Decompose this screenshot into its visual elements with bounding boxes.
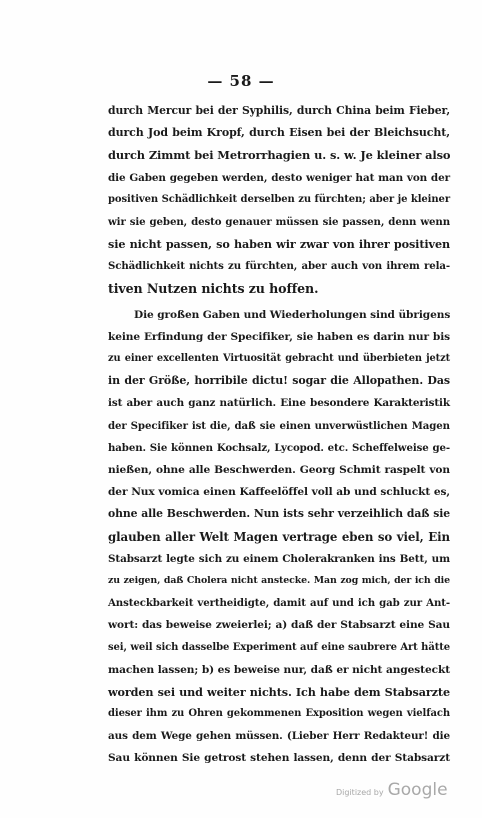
paragraph <box>108 304 450 770</box>
text-line: dieser ihm zu Ohren gekommenen Exposition wegen vielfach <box>108 708 450 720</box>
text-line: aus dem Wege gehen müssen. (Lieber Herr Redakteur! die <box>108 730 450 743</box>
text-line: Ansteckbarkeit vertheidigte, damit auf und ich gab zur Ant- <box>108 597 450 610</box>
text-line: ist aber auch ganz natürlich. Eine besondere Karakteristik <box>108 397 450 410</box>
text-line: glauben aller Welt Magen vertrage eben so viel, Ein <box>108 529 450 544</box>
google-logo: Google <box>387 780 448 800</box>
text-line: tiven Nutzen nichts zu hoffen. <box>108 280 319 296</box>
digitized-watermark <box>336 780 448 800</box>
text-line: worden sei und weiter nichts. Ich habe dem Stabsarzte <box>108 684 450 699</box>
text-line: der Nux vomica einen Kaffeelöffel voll ab und schluckt es, <box>108 486 450 499</box>
text-line: zu einer excellenten Virtuosität gebracht und überbieten jetzt <box>108 353 450 365</box>
text-line: durch Zimmt bei Metrorrhagien u. s. w. Je kleiner also <box>108 148 451 163</box>
text-line: sie nicht passen, so haben wir zwar von ihrer positiven <box>108 237 450 252</box>
body-text <box>108 100 450 770</box>
text-line: wort: das beweise zweierlei; a) daß der Stabsarzt eine Sau <box>108 619 450 632</box>
text-line: in der Größe, horribile dictu! sogar die Allopathen. Das <box>108 374 450 388</box>
text-line: wir sie geben, desto genauer müssen sie passen, denn wenn <box>108 215 450 228</box>
text-line: machen lassen; b) es beweise nur, daß er nicht angesteckt <box>108 663 450 676</box>
text-line: zu zeigen, daß Cholera nicht anstecke. Man zog mich, der ich die <box>108 574 450 586</box>
text-line: haben. Sie können Kochsalz, Lycopod. etc. Scheffelweise ge- <box>108 441 450 454</box>
text-line: durch Mercur bei der Syphilis, durch China beim Fieber, <box>108 104 450 117</box>
text-line: positiven Schädlichkeit derselben zu fürchten; aber je kleiner <box>108 193 450 205</box>
page-number: — 58 — <box>207 72 275 90</box>
text-line: nießen, ohne alle Beschwerden. Georg Schmit raspelt von <box>108 464 450 476</box>
text-line: durch Jod beim Kropf, durch Eisen bei der Bleichsucht, <box>108 126 450 140</box>
text-line: Die großen Gaben und Wiederholungen sind übrigens <box>134 308 451 321</box>
text-line: die Gaben gegeben werden, desto weniger hat man von der <box>108 171 450 184</box>
text-line: sei, weil sich dasselbe Experiment auf eine saubrere Art hätte <box>108 641 450 653</box>
text-line: ohne alle Beschwerden. Nun ists sehr verzeihlich daß sie <box>108 507 450 521</box>
text-line: Schädlichkeit nichts zu fürchten, aber auch von ihrem rela- <box>108 260 450 273</box>
text-line: Stabsarzt legte sich zu einem Cholerakranken ins Bett, um <box>108 552 450 565</box>
text-line: der Specifiker ist die, daß sie einen unverwüstlichen Magen <box>108 419 450 432</box>
text-line: Sau können Sie getrost stehen lassen, denn der Stabsarzt <box>108 752 450 765</box>
watermark-prefix: Digitized by <box>336 788 384 797</box>
paragraph <box>108 100 450 300</box>
text-line: keine Erfindung der Specifiker, sie haben es darin nur bis <box>108 330 450 343</box>
